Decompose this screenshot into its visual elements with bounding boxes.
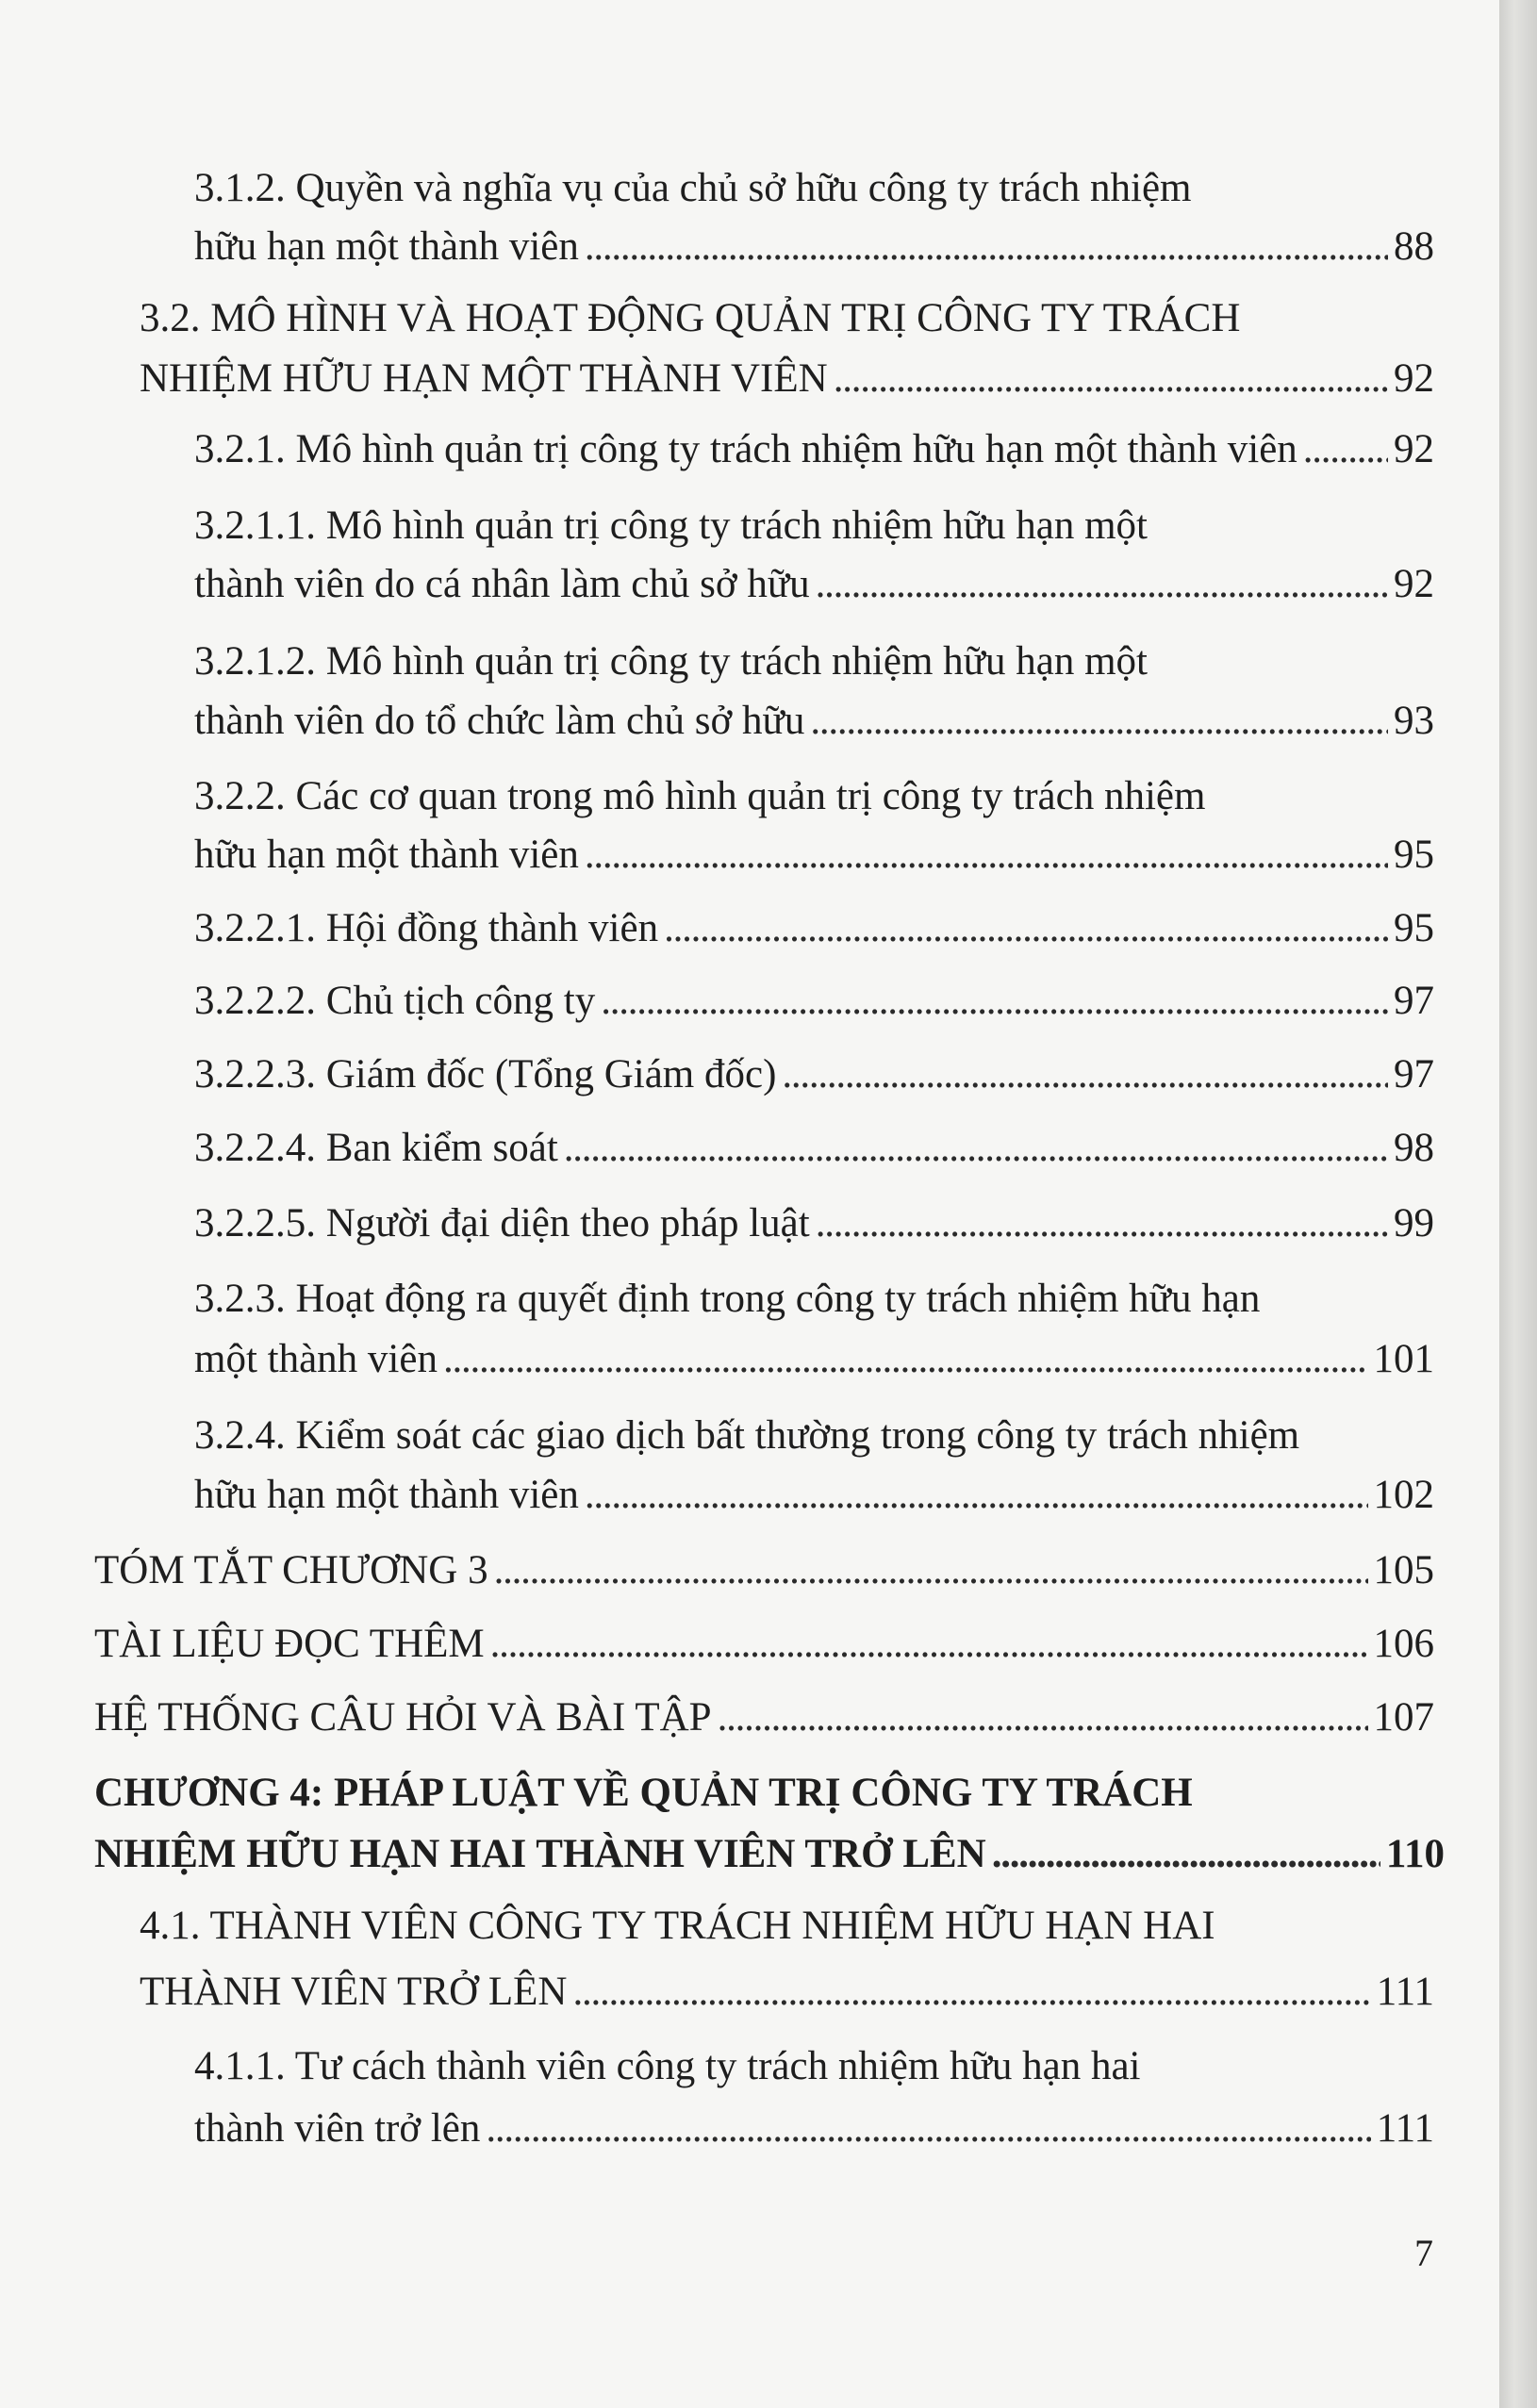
toc-line: 4.1. THÀNH VIÊN CÔNG TY TRÁCH NHIỆM HỮU HẠN HAI bbox=[140, 1904, 1215, 1948]
toc-entry-title: TÀI LIỆU ĐỌC THÊM bbox=[94, 1622, 485, 1666]
toc-page-number: 101 bbox=[1373, 1337, 1434, 1381]
toc-entry-title: thành viên trở lên bbox=[194, 2106, 481, 2151]
toc-page-number: 99 bbox=[1394, 1201, 1434, 1245]
leader-dots bbox=[1303, 421, 1388, 478]
leader-dots bbox=[664, 900, 1388, 957]
toc-line: 3.2.1.2. Mô hình quản trị công ty trách nhiệm hữu hạn một bbox=[194, 639, 1148, 684]
toc-entry[interactable] bbox=[140, 351, 1434, 407]
toc-entry[interactable] bbox=[194, 1331, 1434, 1388]
toc-entry[interactable] bbox=[94, 1542, 1434, 1599]
toc-entry-title: hữu hạn một thành viên bbox=[194, 833, 579, 877]
leader-dots bbox=[816, 1196, 1388, 1252]
toc-page-number: 110 bbox=[1385, 1832, 1445, 1876]
toc-entry-title: hữu hạn một thành viên bbox=[194, 224, 579, 269]
toc-entry-title: 3.2.2.4. Ban kiểm soát bbox=[194, 1126, 558, 1170]
toc-entry[interactable] bbox=[194, 900, 1434, 957]
leader-dots bbox=[810, 693, 1388, 750]
toc-page-number: 106 bbox=[1373, 1622, 1434, 1666]
toc-page-number: 98 bbox=[1394, 1126, 1434, 1170]
toc-entry-title: 3.2.2.5. Người đại diện theo pháp luật bbox=[194, 1201, 810, 1245]
toc-line: 3.1.2. Quyền và nghĩa vụ của chủ sở hữu công ty trách nhiệm bbox=[194, 166, 1192, 210]
toc-entry-title: NHIỆM HỮU HẠN MỘT THÀNH VIÊN bbox=[140, 356, 828, 401]
toc-page-number: 102 bbox=[1373, 1473, 1434, 1517]
toc-entry[interactable] bbox=[194, 1120, 1434, 1177]
toc-entry[interactable] bbox=[194, 1047, 1434, 1103]
toc-page-number: 92 bbox=[1394, 562, 1434, 606]
leader-dots bbox=[443, 1331, 1368, 1388]
toc-entry-title: HỆ THỐNG CÂU HỎI VÀ BÀI TẬP bbox=[94, 1695, 712, 1740]
toc-line: 3.2.1.1. Mô hình quản trị công ty trách nhiệm hữu hạn một bbox=[194, 503, 1148, 548]
toc-entry[interactable] bbox=[194, 2101, 1434, 2157]
leader-dots bbox=[816, 556, 1388, 613]
chapter-entry[interactable] bbox=[94, 1826, 1445, 1883]
toc-line: 3.2.2. Các cơ quan trong mô hình quản trị công ty trách nhiệm bbox=[194, 774, 1206, 818]
leader-dots bbox=[834, 351, 1388, 407]
toc-page-number: 111 bbox=[1376, 1970, 1434, 2014]
toc-page-number: 92 bbox=[1394, 356, 1434, 401]
toc-page-number: 88 bbox=[1394, 224, 1434, 269]
toc-entry-title: thành viên do cá nhân làm chủ sở hữu bbox=[194, 562, 810, 606]
toc-line: 3.2. MÔ HÌNH VÀ HOẠT ĐỘNG QUẢN TRỊ CÔNG TY TRÁCH bbox=[140, 296, 1241, 340]
leader-dots bbox=[585, 1467, 1368, 1524]
leader-dots bbox=[494, 1542, 1368, 1599]
toc-entry-title: một thành viên bbox=[194, 1337, 438, 1381]
leader-dots bbox=[585, 827, 1388, 883]
toc-entry-title: thành viên do tổ chức làm chủ sở hữu bbox=[194, 699, 805, 743]
toc-entry-title: TÓM TẮT CHƯƠNG 3 bbox=[94, 1548, 488, 1592]
toc-page-number: 107 bbox=[1373, 1695, 1434, 1740]
toc-entry[interactable] bbox=[94, 1616, 1434, 1673]
toc-entry[interactable] bbox=[194, 973, 1434, 1030]
toc-page-number: 93 bbox=[1394, 699, 1434, 743]
leader-dots bbox=[572, 1964, 1370, 2020]
toc-page-number: 95 bbox=[1394, 906, 1434, 950]
toc-entry[interactable] bbox=[194, 693, 1434, 750]
toc-line: 3.2.4. Kiểm soát các giao dịch bất thường trong công ty trách nhiệm bbox=[194, 1413, 1300, 1458]
toc-entry[interactable] bbox=[194, 219, 1434, 275]
toc-page-number: 97 bbox=[1394, 1052, 1434, 1097]
toc-entry-title: 3.2.2.2. Chủ tịch công ty bbox=[194, 979, 596, 1023]
leader-dots bbox=[601, 973, 1388, 1030]
page-edge bbox=[1499, 0, 1537, 2408]
toc-page-number: 95 bbox=[1394, 833, 1434, 877]
toc-entry[interactable] bbox=[194, 556, 1434, 613]
toc-entry[interactable] bbox=[94, 1690, 1434, 1746]
leader-dots bbox=[486, 2101, 1370, 2157]
leader-dots bbox=[585, 219, 1388, 275]
toc-page-number: 92 bbox=[1394, 427, 1434, 471]
leader-dots bbox=[992, 1826, 1380, 1883]
toc-entry[interactable] bbox=[140, 1964, 1434, 2020]
chapter-heading-line: CHƯƠNG 4: PHÁP LUẬT VỀ QUẢN TRỊ CÔNG TY TRÁCH bbox=[94, 1771, 1193, 1815]
toc-entry[interactable] bbox=[194, 1196, 1434, 1252]
leader-dots bbox=[782, 1047, 1388, 1103]
toc-entry[interactable] bbox=[194, 1467, 1434, 1524]
page-number: 7 bbox=[1414, 2232, 1433, 2274]
toc-entry-title: 3.2.1. Mô hình quản trị công ty trách nhiệm hữu hạn một thành viên bbox=[194, 427, 1297, 471]
toc-entry[interactable] bbox=[194, 827, 1434, 883]
toc-entry-title: 3.2.2.1. Hội đồng thành viên bbox=[194, 906, 659, 950]
toc-page-number: 105 bbox=[1373, 1548, 1434, 1592]
toc-entry[interactable] bbox=[194, 421, 1434, 478]
leader-dots bbox=[718, 1690, 1368, 1746]
toc-line: 4.1.1. Tư cách thành viên công ty trách nhiệm hữu hạn hai bbox=[194, 2044, 1141, 2088]
leader-dots bbox=[564, 1120, 1388, 1177]
toc-page-number: 111 bbox=[1376, 2106, 1434, 2151]
leader-dots bbox=[490, 1616, 1368, 1673]
toc-entry-title: 3.2.2.3. Giám đốc (Tổng Giám đốc) bbox=[194, 1052, 777, 1097]
toc-line: 3.2.3. Hoạt động ra quyết định trong công ty trách nhiệm hữu hạn bbox=[194, 1277, 1261, 1321]
toc-entry-title: hữu hạn một thành viên bbox=[194, 1473, 579, 1517]
toc-entry-title: NHIỆM HỮU HẠN HAI THÀNH VIÊN TRỞ LÊN bbox=[94, 1832, 986, 1876]
toc-page-number: 97 bbox=[1394, 979, 1434, 1023]
toc-entry-title: THÀNH VIÊN TRỞ LÊN bbox=[140, 1970, 568, 2014]
